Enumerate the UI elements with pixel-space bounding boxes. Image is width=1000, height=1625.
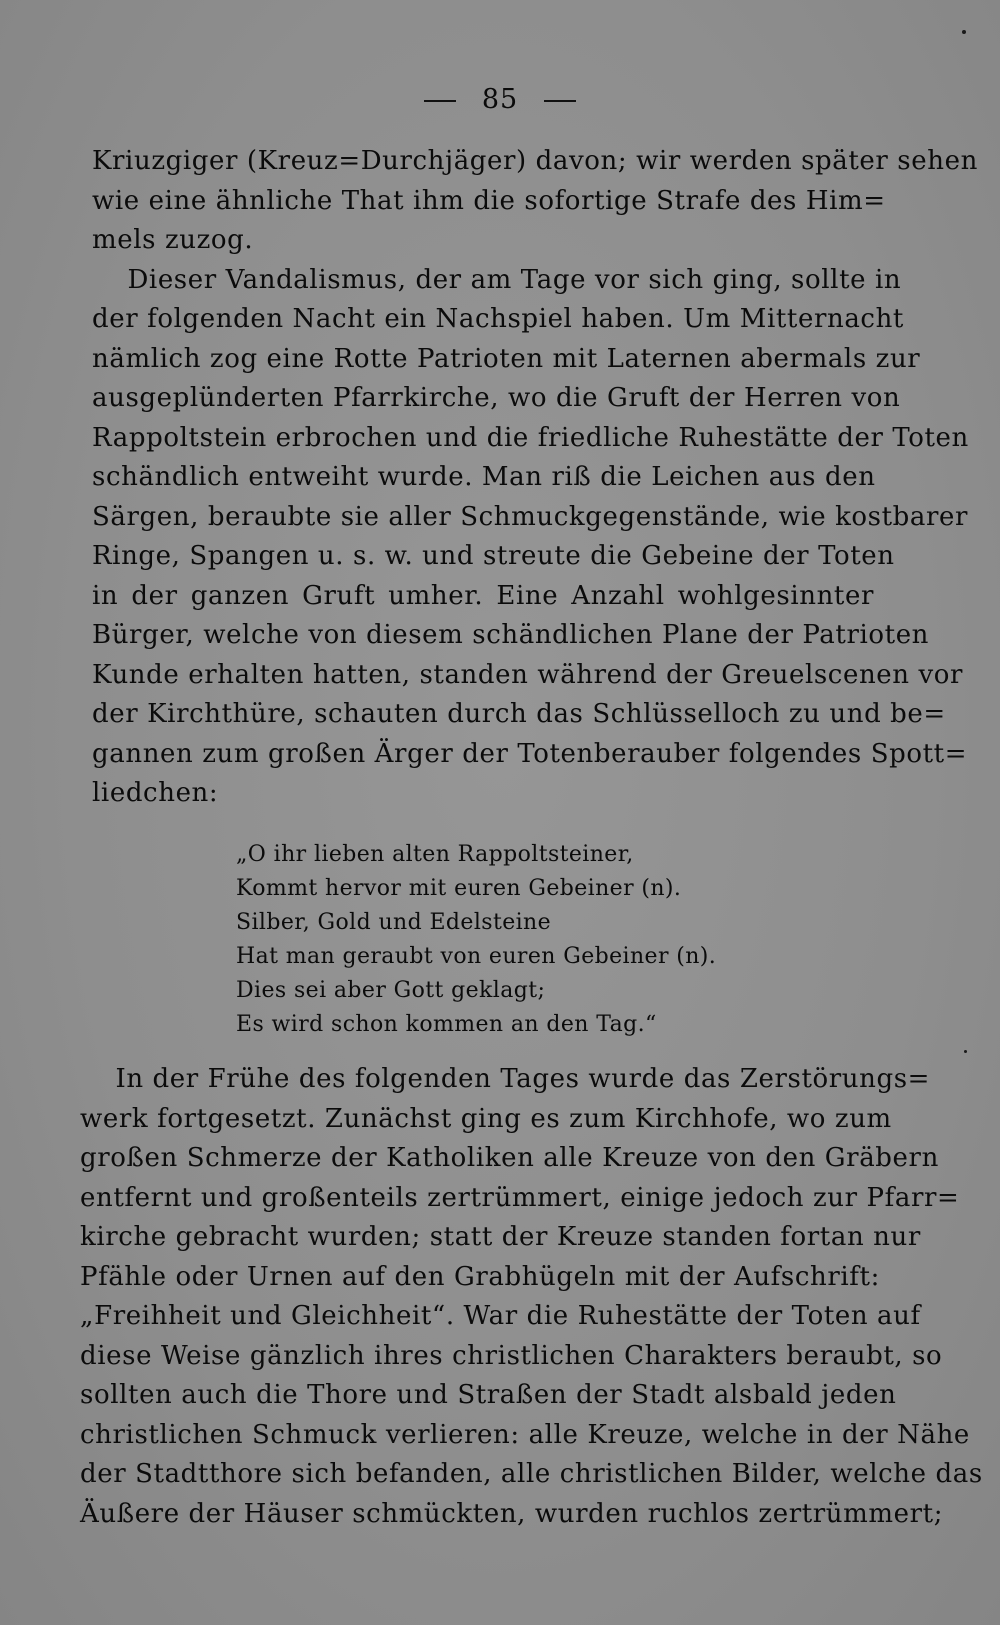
text-line: Särgen, beraubte sie aller Schmuckgegenstände, wie kostbarer — [92, 501, 969, 532]
text-line: werk fortgesetzt. Zunächst ging es zum Kirchhofe, wo zum — [80, 1103, 892, 1134]
text-line: schändlich entweiht wurde. Man riß die Leichen aus den — [92, 462, 876, 492]
poem-line: Hat man geraubt von euren Gebeiner (n). — [236, 944, 717, 969]
text-line: In der Frühe des folgenden Tages wurde das Zerstörungs= — [80, 1064, 931, 1094]
text-line: ausgeplünderten Pfarrkirche, wo die Gruft der Herren von — [92, 383, 901, 413]
text-line: liedchen: — [92, 778, 219, 808]
text-line: Kunde erhalten hatten, standen während der Greuelscenen vor — [92, 659, 964, 690]
text-line: in der ganzen Gruft umher. Eine Anzahl wohlgesinnter — [92, 580, 874, 611]
scan-speck — [964, 1050, 967, 1053]
text-line: „Freihheit und Gleichheit“. War die Ruhestätte der Toten auf — [80, 1301, 921, 1331]
poem-line: Silber, Gold und Edelsteine — [236, 910, 552, 935]
text-line: kirche gebracht wurden; statt der Kreuze standen fortan nur — [80, 1222, 921, 1252]
page-number: 85 — [481, 84, 519, 115]
text-line: entfernt und großenteils zertrümmert, einige jedoch zur Pfarr= — [80, 1182, 960, 1213]
paragraph-1 — [92, 142, 978, 814]
right-dash — [544, 100, 576, 102]
text-line: der Stadtthore sich befanden, alle christlichen Bilder, welche das — [80, 1459, 983, 1489]
poem-block — [236, 838, 716, 1042]
text-line: der Kirchthüre, schauten durch das Schlüsselloch zu und be= — [92, 699, 946, 729]
text-line: Äußere der Häuser schmückten, wurden ruchlos zertrümmert; — [80, 1498, 944, 1529]
poem-line: Kommt hervor mit euren Gebeiner (n). — [236, 876, 682, 901]
text-line: diese Weise gänzlich ihres christlichen Charakters beraubt, so — [80, 1340, 943, 1371]
text-line: Ringe, Spangen u. s. w. und streute die Gebeine der Toten — [92, 541, 895, 571]
poem-line: Dies sei aber Gott geklagt; — [236, 978, 546, 1003]
text-line: Dieser Vandalismus, der am Tage vor sich ging, sollte in — [92, 264, 902, 295]
text-line: christlichen Schmuck verlieren: alle Kreuze, welche in der Nähe — [80, 1419, 970, 1450]
scan-speck — [962, 30, 966, 34]
text-line: nämlich zog eine Rotte Patrioten mit Laternen abermals zur — [92, 343, 921, 374]
poem-line: „O ihr lieben alten Rappoltsteiner, — [236, 842, 634, 867]
left-dash — [424, 100, 456, 102]
text-line: der folgenden Nacht ein Nachspiel haben. Um Mitternacht — [92, 304, 904, 334]
page-number-line — [0, 84, 1000, 115]
text-line: Rappoltstein erbrochen und die friedliche Ruhestätte der Toten — [92, 422, 969, 453]
paragraph-2 — [80, 1060, 983, 1534]
text-line: sollten auch die Thore und Straßen der Stadt alsbald jeden — [80, 1380, 897, 1410]
text-line: Kriuzgiger (Kreuz=Durchjäger) davon; wir werden später sehen — [92, 146, 978, 176]
text-line: mels zuzog. — [92, 225, 254, 255]
text-line: großen Schmerze der Katholiken alle Kreuze von den Gräbern — [80, 1143, 939, 1173]
text-line: Pfähle oder Urnen auf den Grabhügeln mit der Aufschrift: — [80, 1261, 880, 1292]
text-line: gannen zum großen Ärger der Totenberauber folgendes Spott= — [92, 738, 968, 769]
text-line: Bürger, welche von diesem schändlichen Plane der Patrioten — [92, 620, 930, 650]
poem-line: Es wird schon kommen an den Tag.“ — [236, 1012, 657, 1037]
text-line: wie eine ähnliche That ihm die sofortige Strafe des Him= — [92, 185, 886, 216]
